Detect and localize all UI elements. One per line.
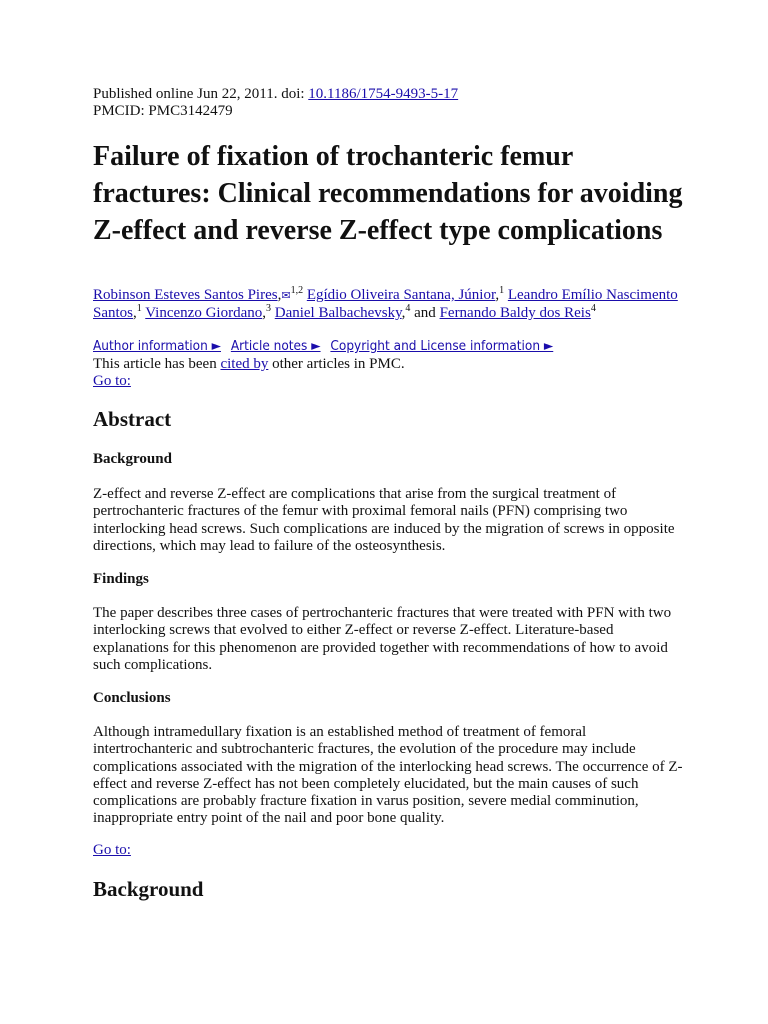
pmcid: PMCID: PMC3142479	[93, 103, 233, 119]
findings-paragraph: The paper describes three cases of pertrochanteric fractures that were treated with PFN with two interlocking screws that evolved to either Z-effect or reverse Z-effect. Literature-based explanations for this phenomenon are provided together with recommendations of how to avoid such complications.	[93, 605, 672, 673]
affiliation-sup: 1	[136, 303, 142, 314]
publication-meta	[93, 86, 673, 120]
affiliation-sup: 1	[499, 285, 505, 296]
author-link[interactable]: Robinson Esteves Santos Pires	[93, 287, 278, 303]
article-notes-link[interactable]: Article notes ►	[230, 338, 321, 354]
author-link[interactable]: Daniel Balbachevsky	[274, 305, 402, 321]
published-line	[93, 86, 673, 103]
author-list: Robinson Esteves Santos Pires,✉$^{1,2}$ Egídio Oliveira Santana, Júnior,$^1$ Leandro Emílio Nascimento Santos,$^1$ Vincenzo Giordano,$^3$ Daniel Balbachevsky,$^4$ and Fernando Baldy dos Reis$^4$	[93, 285, 678, 321]
cited-by-link[interactable]: cited by	[220, 356, 269, 372]
conclusions-paragraph: Although intramedullary fixation is an established method of treatment of femoral intertrochanteric and subtrochanteric fractures, the evolution of the procedure may include complications associated with the migration of the interlocking head screws. The occurrence of Z-effect and reverse Z-effect has not been completely elucidated, but the main causes of such complications are probably fracture fixation in varus position, severe medial comminution, inappropriate entry point of the nail and poor bone quality.	[93, 724, 683, 827]
abstract-heading: Abstract	[93, 407, 172, 431]
cited-by-line	[93, 356, 673, 373]
goto-section-2	[93, 842, 673, 859]
affiliation-sup: 4	[590, 303, 596, 314]
author-link[interactable]: Fernando Baldy dos Reis	[439, 305, 591, 321]
affiliation-sup: 4	[405, 303, 411, 314]
cited-post: other articles in PMC.	[268, 356, 405, 372]
findings-subheading: Findings	[93, 571, 149, 587]
copyright-license-link[interactable]: Copyright and License information ►	[330, 338, 554, 354]
author-link[interactable]: Egídio Oliveira Santana, Júnior	[306, 287, 496, 303]
article-title: Failure of fixation of trochanteric femur fractures: Clinical recommendations for avoiding Z-effect and reverse Z-effect type complications	[93, 141, 683, 246]
author-link[interactable]: Vincenzo Giordano	[145, 305, 263, 321]
affiliation-sup: 3	[265, 303, 271, 314]
background-paragraph: Z-effect and reverse Z-effect are complications that arise from the surgical treatment of pertrochanteric fractures of the femur with proximal femoral nails (PFN) comprising two interlocking head screws. Such complications are induced by the migration of screws in opposite directions, which may lead to failure of the osteosynthesis.	[93, 486, 675, 554]
author-information-link[interactable]: Author information ►	[93, 338, 221, 354]
background-section-heading: Background	[93, 877, 204, 901]
doi-link[interactable]: 10.1186/1754-9493-5-17	[308, 86, 459, 102]
conclusions-subheading: Conclusions	[93, 690, 171, 706]
goto-link[interactable]: Go to:	[93, 842, 131, 858]
author-link[interactable]: Leandro Emílio Nascimento Santos	[93, 287, 678, 321]
and-text: and	[410, 305, 440, 321]
published-text: Published online Jun 22, 2011. doi:	[93, 86, 309, 102]
goto-section-1	[93, 373, 673, 390]
cited-pre: This article has been	[93, 356, 221, 372]
affiliation-sup: 1,2	[290, 285, 304, 296]
goto-link[interactable]: Go to:	[93, 373, 131, 389]
background-subheading: Background	[93, 451, 172, 467]
article-info-links	[93, 338, 673, 355]
email-icon[interactable]: ✉	[281, 290, 291, 302]
